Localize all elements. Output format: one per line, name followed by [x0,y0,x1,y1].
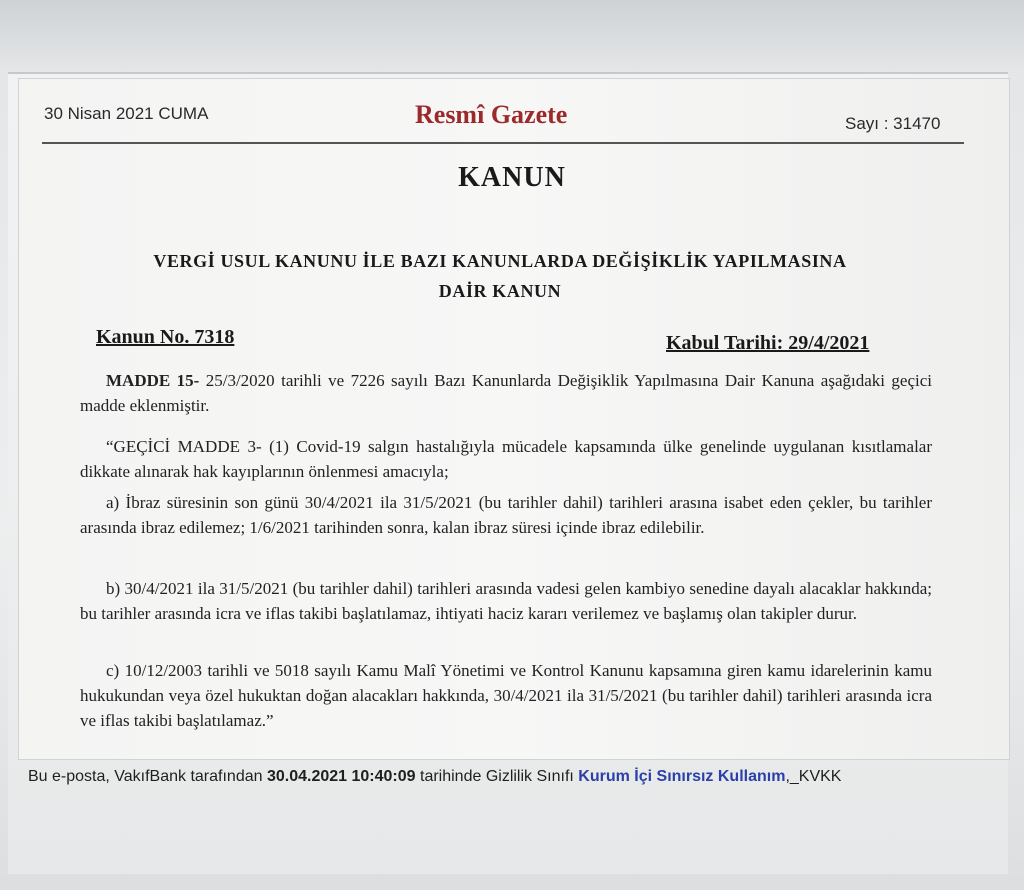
footer-classification: Kurum İçi Sınırsız Kullanım [578,768,786,785]
law-title-line-2: DAİR KANUN [438,281,562,301]
clause-b-paragraph [80,576,932,626]
clause-c-paragraph [80,658,932,733]
acceptance-date: Kabul Tarihi: 29/4/2021 [666,332,870,354]
footer-suffix: ,_KVKK [785,768,842,785]
gazette-issue-number: Sayı : 31470 [845,114,941,133]
law-title-line-1: VERGİ USUL KANUNU İLE BAZI KANUNLARDA DEĞİŞİKLİK YAPILMASINA [153,251,847,271]
gazette-title: Resmî Gazete [415,100,568,129]
article-text: 25/3/2020 tarihli ve 7226 sayılı Bazı Kanunlarda Değişiklik Yapılmasına Dair Kanuna aşağıdaki geçici madde eklenmiştir. [80,371,932,415]
article-lead: MADDE 15- [106,371,200,390]
article-15-paragraph [80,368,932,418]
footer-timestamp: 30.04.2021 10:40:09 [266,768,416,785]
clause-b-text: b) 30/4/2021 ila 31/5/2021 (bu tarihler dahil) tarihleri arasında vadesi gelen kambiyo senedine dayalı alacaklar hakkında; bu tarihler arasında icra ve iflas takibi başlatılamaz, ihtiyati haciz kararı verilemez ve başlamış olan takipler durur. [80,579,932,623]
document-type-heading: KANUN [458,162,566,193]
provisional-article-paragraph [80,434,932,484]
footer-middle: tarihinde Gizlilik Sınıfı [415,768,579,785]
clause-a-text: a) İbraz süresinin son günü 30/4/2021 ila 31/5/2021 (bu tarihler dahil) tarihleri arasına isabet eden çekler, bu tarihler arasında ibraz edilemez; 1/6/2021 tarihinden sonra, kalan ibraz süresi içinde ibraz edilebilir. [80,493,932,537]
law-title [60,246,940,306]
header-divider [42,142,964,144]
footer-prefix: Bu e-posta, VakıfBank tarafından [28,768,267,785]
clause-a-paragraph [80,490,932,540]
email-footer [28,768,841,786]
provisional-article-text: “GEÇİCİ MADDE 3- (1) Covid-19 salgın hastalığıyla mücadele kapsamında ülke genelinde uygulanan kısıtlamalar dikkate alınarak hak kayıplarının önlenmesi amacıyla; [80,437,932,481]
clause-c-text: c) 10/12/2003 tarihli ve 5018 sayılı Kamu Malî Yönetimi ve Kontrol Kanunu kapsamına giren kamu idarelerinin kamu hukukundan veya özel hukuktan doğan alacakları hakkında, 30/4/2021 ila 31/5/2021 (bu tarihler dahil) tarihleri arasında icra ve iflas takibi başlatılamaz.” [80,661,932,730]
law-number: Kanun No. 7318 [96,326,235,348]
gazette-date: 30 Nisan 2021 CUMA [44,104,209,123]
